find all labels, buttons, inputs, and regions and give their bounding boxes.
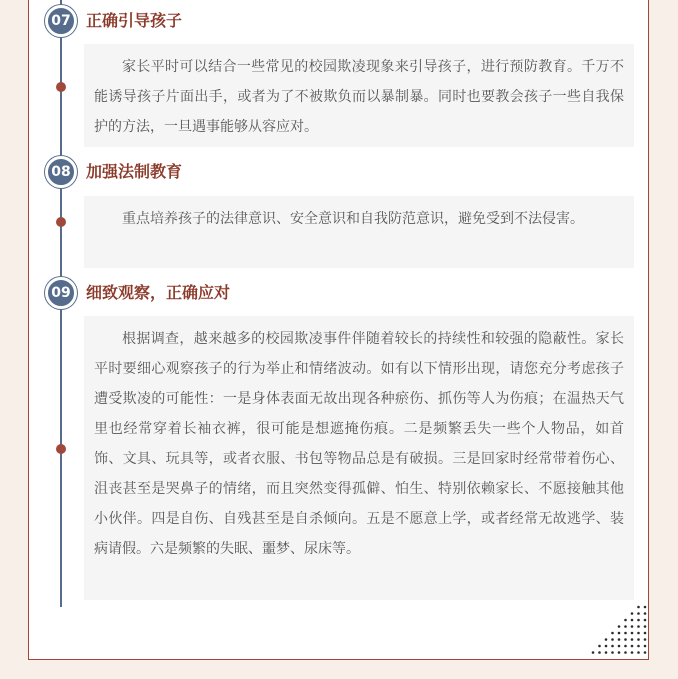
section-number-badge: [45, 277, 77, 309]
section-number-badge: [45, 5, 77, 37]
timeline-dot: [56, 82, 66, 92]
section-heading: 正确引导孩子: [86, 11, 183, 30]
section-paragraph: 家长平时可以结合一些常见的校园欺凌现象来引导孩子，进行预防教育。千万不能诱导孩子片面出手，或者为了不被欺负而以暴制暴。同时也要教会孩子一些自我保护的方法，一旦遇事能够从容应对。: [84, 44, 634, 147]
section-number: 07: [51, 13, 71, 29]
section-paragraph: 重点培养孩子的法律意识、安全意识和自我防范意识，避免受到不法侵害。: [84, 196, 634, 268]
timeline-dot: [56, 444, 66, 454]
section-paragraph: 根据调查，越来越多的校园欺凌事件伴随着较长的持续性和较强的隐蔽性。家长平时要细心观察孩子的行为举止和情绪波动。如有以下情形出现，请您充分考虑孩子遭受欺凌的可能性：一是身体表面无故出现各种瘀伤、抓伤等人为伤痕；在温热天气里也经常穿着长袖衣裤，很可能是想遮掩伤痕。二是频繁丢失一些个人物品，如首饰、文具、玩具等，或者衣服、书包等物品总是有破损。三是回家时经常带着伤心、沮丧甚至是哭鼻子的情绪，而且突然变得孤僻、怕生、特别依赖家长、不愿接触其他小伙伴。四是自伤、自残甚至是自杀倾向。五是不愿意上学，或者经常无故逃学、装病请假。六是频繁的失眠、噩梦、尿床等。: [84, 316, 634, 600]
section-number-badge: [45, 156, 77, 188]
section-heading: 加强法制教育: [86, 162, 183, 181]
dot-pattern-decoration: [590, 604, 648, 660]
section-number: 09: [51, 285, 71, 301]
section-number: 08: [51, 164, 71, 180]
timeline-dot: [56, 217, 66, 227]
section-heading: 细致观察，正确应对: [86, 283, 231, 302]
